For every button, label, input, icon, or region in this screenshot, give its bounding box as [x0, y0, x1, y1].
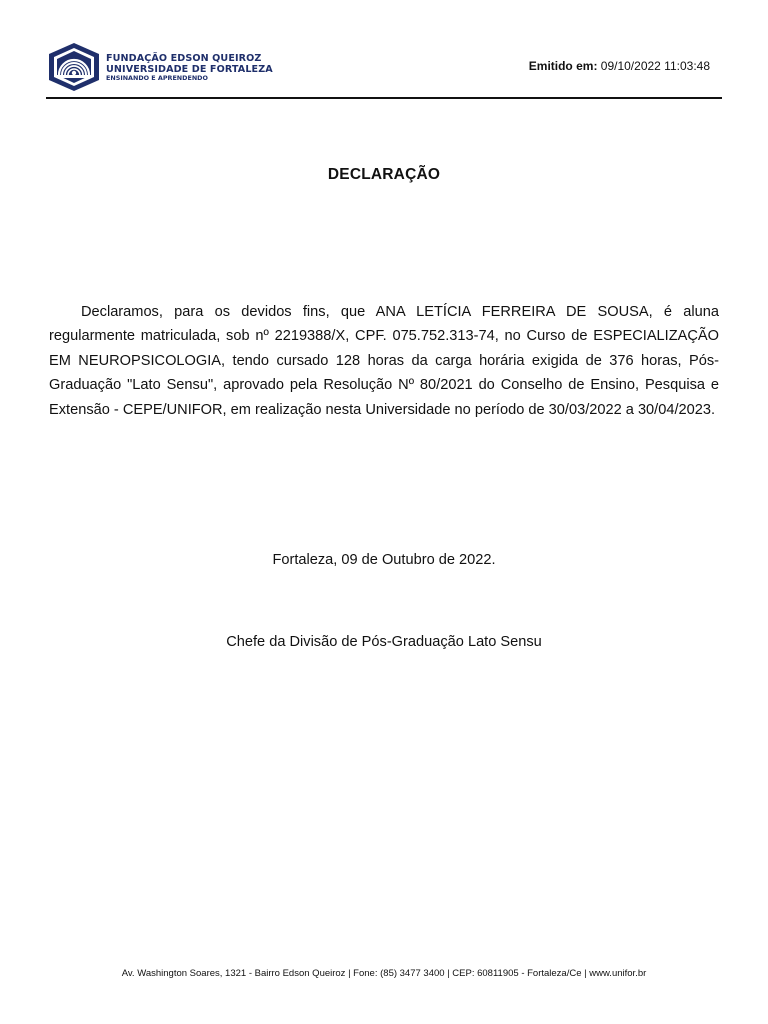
- header-divider: [46, 97, 722, 99]
- declaration-body: Declaramos, para os devidos fins, que ANA LETÍCIA FERREIRA DE SOUSA, é aluna regularmente matriculada, sob nº 2219388/X, CPF. 075.752.313-74, no Curso de ESPECIALIZAÇÃO EM NEUROPSICOLOGIA, tendo cursado 128 horas da carga horária exigida de 376 horas, Pós-Graduação "Lato Sensu", aprovado pela Resolução Nº 80/2021 do Conselho de Ensino, Pesquisa e Extensão - CEPE/UNIFOR, em realização nesta Universidade no período de 30/03/2022 a 30/04/2023.: [49, 304, 719, 418]
- brand-line-university: UNIVERSIDADE DE FORTALEZA: [106, 63, 273, 75]
- emission-datetime: 09/10/2022 11:03:48: [600, 59, 710, 73]
- brand-line-foundation: FUNDAÇÃO EDSON QUEIROZ: [106, 53, 262, 64]
- institution-name: [106, 54, 273, 82]
- document-title: DECLARAÇÃO: [327, 166, 441, 183]
- unifor-logo-icon: [46, 42, 102, 92]
- brand-line-motto: ENSINANDO E APRENDENDO: [106, 74, 208, 83]
- emission-info: [529, 59, 710, 73]
- emission-label: Emitido em:: [528, 59, 598, 73]
- signature-title: Chefe da Divisão de Pós-Graduação Lato Sensu: [226, 634, 542, 650]
- footer-address: Av. Washington Soares, 1321 - Bairro Edson Queiroz | Fone: (85) 3477 3400 | CEP: 60811905 - Fortaleza/Ce | www.unifor.br: [121, 968, 647, 979]
- place-and-date: Fortaleza, 09 de Outubro de 2022.: [272, 552, 496, 568]
- document-header: [46, 42, 722, 98]
